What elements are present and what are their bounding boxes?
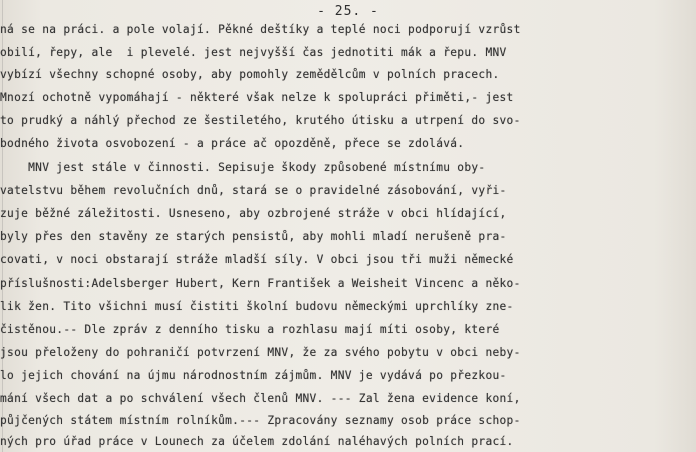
text-line-2: obilí, řepy, ale i plevelé. jest nejvyšší čas jednotiti mák a řepu. MNV xyxy=(0,46,507,59)
text-line-5: to prudký a náhlý přechod ze šestiletého, krutého útisku a utrpení do svo- xyxy=(0,114,521,127)
text-line-17: mání všech dat a po schválení všech členů MNV. --- Zal žena evidence koní, xyxy=(0,392,521,405)
page-number: - 25. - xyxy=(317,4,379,19)
text-line-12: příslušnosti:Adelsberger Hubert, Kern František a Weisheit Vincenc a něko- xyxy=(0,277,521,290)
text-line-18: půjčených státem místním rolníkům.--- Zpracovány seznamy osob práce schop- xyxy=(0,414,521,427)
text-line-10: byly přes den stavěny ze starých pensistů, aby mohli mladí nerušeně pra- xyxy=(0,230,507,243)
text-line-14: čistěnou.-- Dle zpráv z denního tisku a rozhlasu mají míti osoby, které xyxy=(0,323,500,336)
text-line-8: vatelstvu během revolučních dnů, stará se o pravidelné zásobování, vyři- xyxy=(0,184,507,197)
text-line-3: vybízí všechny schopné osoby, aby pomohly zemědělcům v polních pracech. xyxy=(0,68,500,81)
text-line-11: covati, v noci obstarají stráže mladší síly. V obci jsou tři muži německé xyxy=(0,253,514,266)
text-line-7: MNV jest stále v činnosti. Sepisuje škody způsobené místnímu oby- xyxy=(0,161,486,174)
text-line-16: lo jejich chování na újmu národnostním zájmům. MNV je vydává po přezkou- xyxy=(0,369,507,382)
text-line-6: bodného života osvobození - a práce ač opozděně, přece se zdolává. xyxy=(0,137,465,150)
text-line-4: Mnozí ochotně vypomáhají - některé však nelze k spolupráci přiměti,- jest xyxy=(0,91,514,104)
text-line-19: ných pro úřad práce v Lounech za účelem zdolání naléhavých polních prací. xyxy=(0,435,514,448)
text-line-13: lik žen. Tito všichni musí čistiti školní budovu německými uprchlíky zne- xyxy=(0,300,514,313)
text-line-9: zuje běžné záležitosti. Usneseno, aby ozbrojené stráže v obci hlídající, xyxy=(0,207,507,220)
text-line-15: jsou přeloženy do pohraničí potvrzení MNV, že za svého pobytu v obci neby- xyxy=(0,346,521,359)
text-line-1: ná se na práci. a pole volají. Pěkné deštíky a teplé noci podporují vzrůst xyxy=(0,23,521,36)
